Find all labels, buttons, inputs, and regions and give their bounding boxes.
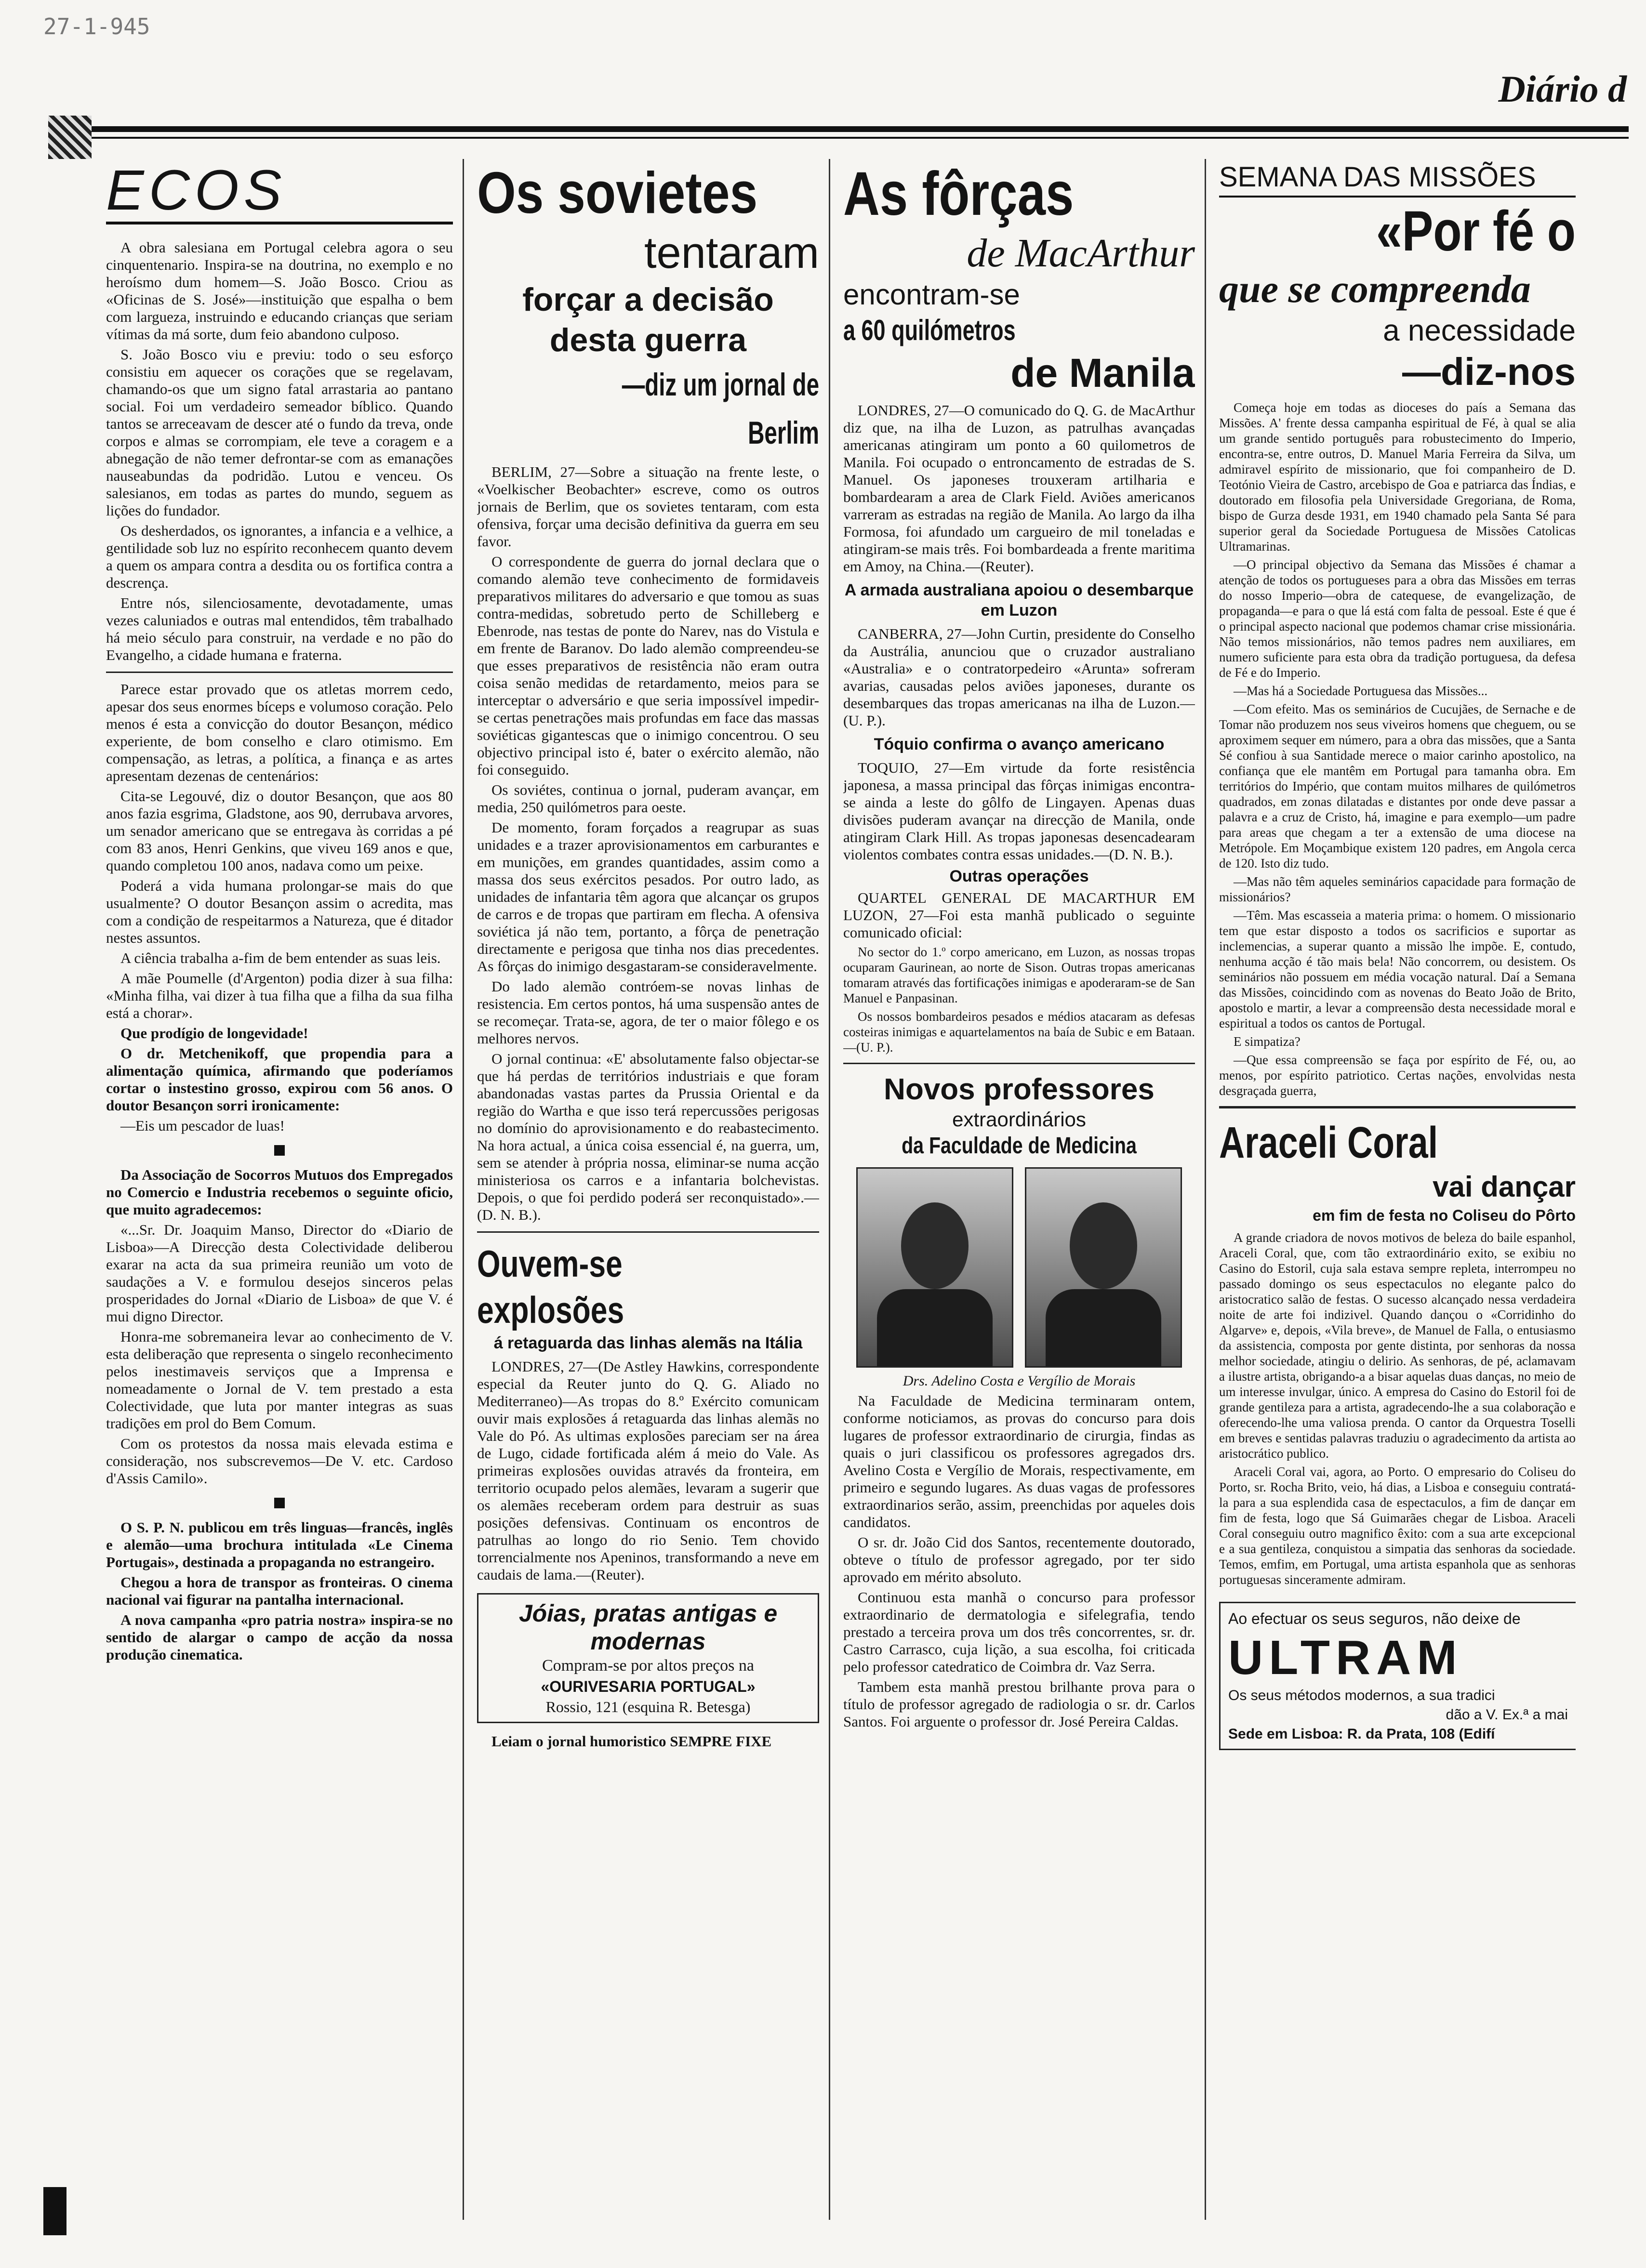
- article-paragraph: QUARTEL GENERAL DE MACARTHUR EM LUZON, 27—Foi esta manhã publicado o seguinte comunicado oficial:: [843, 889, 1195, 941]
- section-divider: [1219, 1106, 1576, 1108]
- ecos-paragraph: A nova campanha «pro patria nostra» inspira-se no sentido de alargar o campo de acção da nossa produção cinematica.: [106, 1611, 453, 1663]
- article-paragraph: E simpatiza?: [1234, 1034, 1301, 1049]
- ad-line: Rossio, 121 (esquina R. Betesga): [545, 1698, 751, 1715]
- ad-line: «OURIVESARIA PORTUGAL»: [541, 1678, 756, 1695]
- ecos-paragraph: Da Associação de Socorros Mutuos dos Empregados no Comercio e Industria recebemos o seguinte oficio, que muito agradecemos:: [106, 1166, 453, 1218]
- ad-line: Os seus métodos modernos, a sua tradici: [1228, 1688, 1495, 1703]
- margin-black-bar: [43, 2187, 66, 2235]
- headline-line: encontram-se: [843, 278, 1020, 311]
- article-paragraph: —Têm. Mas escasseia a materia prima: o homem. O missionario tem que estar disposto a todos os sacrificios e suportar as inclemencias, a superar quanto a missão lhe impõe. E, contudo, nenhuma acção é tão mais bela! Não concorrem, ou desistem. Os seminários não possuem em média vocação natural. Daí a Semana das Missões, coincidindo com as novenas do Beato João de Brito, apostolo e martir, a levar a compreensão desta necessidade moral e espiritual a todos os cantos de Portugal.: [1219, 908, 1576, 1030]
- ecos-paragraph: Entre nós, silenciosamente, devotadamente, umas vezes caluniados e outras mal entendidos, têm trabalhado há meio século para construir, na verdade e no pão do Evangelho, a cidade humana e fraterna.: [106, 594, 453, 663]
- headline-line: —diz-nos: [1402, 350, 1576, 393]
- ecos-paragraph: O dr. Metchenikoff, que propendia para a alimentação química, afirmando que poderíamos cortar o instestino grosso, expirou com 56 anos. O doutor Besançon sorri ironicamente:: [106, 1045, 453, 1114]
- section-divider: [477, 1231, 819, 1233]
- headline-line: em fim de festa no Coliseu do Pôrto: [1313, 1207, 1576, 1224]
- article-paragraph: Começa hoje em todas as dioceses do país a Semana das Missões. A' frente dessa campanha espiritual de Fé, à qual se alia um grande sentido português para robustecimento do Imperio, encontra-se, entre outros, D. Manuel Maria Ferreira da Silva, um admiravel espírito de missionario, que foi companheiro de D. Teotónio Vieira de Castro, arcebispo de Goa e patriarca das Índias, e doutorado em filosofia pela Universidade Gregoriana, de Roma, bispo de Gurza desde 1931, em 1940 chamado pela Santa Sé para superior geral da Sociedade Portuguesa de Missões Catolicas Ultramarinas.: [1219, 400, 1576, 554]
- article-paragraph: TOQUIO, 27—Em virtude da forte resistência japonesa, a massa principal das fôrças inimigas encontra-se ainda a leste do gôlfo de Lingayen. Apenas duas divisões puderam avançar na direcção de Manila, onde atingiram Clark Hill. As tropas japonesas desencadearam violentos combates contra essas unidades.—(D. N. B.).: [843, 759, 1195, 863]
- headline-source: —diz um jornal de Berlim: [622, 367, 819, 450]
- ecos-paragraph: «...Sr. Dr. Joaquim Manso, Director do «Diario de Lisboa»—A Direcção desta Colectividade deliberou exarar na acta da sua primeira reunião um voto de saudações a V. e formulou desejos sinceros pelas prosperidades do Jornal «Diario de Lisboa» de que V. é mui digno Director.: [106, 1221, 453, 1325]
- ad-line: Sede em Lisboa: R. da Prata, 108 (Edifí: [1228, 1726, 1495, 1742]
- article-paragraph: Tambem esta manhã prestou brilhante prova para o título de professor agregado de radiologia o sr. dr. Carlos Santos. Foi arguente o professor dr. José Pereira Caldas.: [843, 1678, 1195, 1730]
- article-paragraph: De momento, foram forçados a reagrupar as suas unidades e a trazer aprovisionamentos em carburantes e em munições, em grandes quantidades, assim como a massa dos seus exércitos pesados. Por outro lado, as unidades de infantaria têm agora que alcançar os grupos de carros e de tropas que partiram em flecha. A ofensiva soviética já não tem, portanto, a fôrça de penetração directamente e perigosa que tinha nos dias precedentes. As fôrças do inimigo desgastaram-se consideravelmente.: [477, 819, 819, 975]
- ad-line: Ao efectuar os seus seguros, não deixe de: [1228, 1610, 1521, 1627]
- ad-ultramar: [1219, 1602, 1576, 1750]
- ecos-paragraph: A obra salesiana em Portugal celebra agora o seu cinquentenario. Inspira-se na doutrina, no exemplo e no heroísmo dum homem—S. João Bosco. Criou as «Oficinas de S. José»—instituição que espalha o bem com largueza, instruindo e educando crianças que seriam vítimas da má sorte, dum feio abandono culposo.: [106, 239, 453, 343]
- portrait-photo: [1025, 1167, 1182, 1368]
- article-paragraph: Na Faculdade de Medicina terminaram ontem, conforme noticiamos, as provas do concurso para dois lugares de professor extraordinario de cirurgia, findas as quais o juri classificou os professores agregados drs. Avelino Costa e Vergílio de Morais, respectivamente, em primeiro e segundo lugares. As duas vagas de professores extraordinarios serão, assim, preenchidas por aqueles dois candidatos.: [843, 1392, 1195, 1530]
- headline-line: extraordinários: [952, 1108, 1086, 1131]
- column-ecos: [106, 159, 453, 2254]
- article-paragraph: No sector do 1.º corpo americano, em Luzon, as nossas tropas ocuparam Gaurinean, ao norte de Sison. Outras tropas americanas tomaram através das fortificações inimigas e apoderaram-se de San Manuel e Panpasinan.: [843, 945, 1195, 1005]
- subheadline-explosoes: á retaguarda das linhas alemãs na Itália: [493, 1334, 803, 1352]
- column-separator: [463, 159, 464, 2220]
- ecos-paragraph: A ciência trabalha a-fim de bem entender as suas leis.: [120, 949, 441, 966]
- ecos-paragraph: Que prodígio de longevidade!: [120, 1025, 308, 1042]
- article-paragraph: —O principal objectivo da Semana das Missões é chamar a atenção de todos os portugueses para a obra das Missões em terras do nosso Imperio—obra de catequese, de evangelização, de propaganda—e para o que lá está com falta de pessoal. Este é que é o principal aspecto nacional que podemos chamar crise missionária. Não temos missionários, não temos padres nem auxiliares, em numero suficiente para esta obra da tradição portuguesa, da defesa de Fé e do Imperio.: [1219, 557, 1576, 680]
- ad-title: Jóias, pratas antigas e modernas: [518, 1600, 778, 1655]
- portrait-photo: [856, 1167, 1013, 1368]
- headline-line: de Manila: [1010, 350, 1195, 396]
- masthead-rule-thin: [63, 137, 1629, 139]
- ad-line: Compram-se por altos preços na: [542, 1657, 754, 1675]
- ecos-paragraph: Honra-me sobremaneira levar ao conhecimento de V. esta deliberação que representa o singelo reconhecimento pelos inestimaveis serviços que a Imprensa e nomeadamente o Jornal de V. tem prestado a esta Colectividade, que luta por manter integras as suas tradições em prol do Bem Comum.: [106, 1328, 453, 1432]
- ad-line: dão a V. Ex.ª a mai: [1446, 1707, 1568, 1723]
- column-forcas: [843, 159, 1195, 2254]
- headline-line: tentaram: [644, 228, 819, 277]
- article-paragraph: —Que essa compreensão se faça por espírito de Fé, ou, ao menos, por espírito patriotico. Certas nações, envolvidas nesta desgraçada guerra,: [1219, 1053, 1576, 1098]
- article-paragraph: O correspondente de guerra do jornal declara que o comando alemão teve conhecimento de formidaveis preparativos militares do adversario e que tomou as suas contra-medidas, sobretudo perto de Schilleberg e Ebenrode, nas testas de ponte do Narev, nas do Vistula e em frente de Baranov. Do lado alemão compreendeu-se que esses preparativos de resistência não eram outra coisa senão medidas de retardamento, meios para se interceptar o adversário e que seria impossível impedir-se certas penetrações mais profundas em face das massas soviéticas gigantescas que o inimigo concentrou. O seu objectivo principal isto é, bater o exército alemão, não foi conseguido.: [477, 553, 819, 778]
- headline-line: a necessidade: [1383, 314, 1576, 347]
- ecos-paragraph: Parece estar provado que os atletas morrem cedo, apesar dos seus enormes bíceps e volumoso coração. Pelo menos é esta a convicção do doutor Besançon, médico experiente, de bom conselho e claro otimismo. Em compensação, as letras, a política, a finança e as artes apresentam dezenas de centenários:: [106, 681, 453, 784]
- masthead-rule-thick: [63, 126, 1629, 132]
- column-sovietes: [477, 159, 819, 2254]
- article-paragraph: Os nossos bombardeiros pesados e médios atacaram as defesas costeiras inimigas e aquartelamentos na baía de Subic e em Bataan.—(U. P.).: [843, 1009, 1195, 1055]
- article-paragraph: CANBERRA, 27—John Curtin, presidente do Conselho da Austrália, anunciou que o cruzador australiano «Australia» e o contratorpedeiro «Arunta» sofreram avarias, causadas pelos aviões japoneses, durante os desembarques das tropas americanas na ilha de Luzon.—(U. P.).: [843, 625, 1195, 729]
- photo-caption: Drs. Adelino Costa e Vergílio de Morais: [903, 1373, 1136, 1389]
- headline-line: da Faculdade de Medicina: [902, 1133, 1137, 1159]
- subheadline: A armada australiana apoiou o desembarque em Luzon: [844, 581, 1194, 620]
- ecos-paragraph: O S. P. N. publicou em três linguas—francês, inglês e alemão—uma brochura intitulada «Le Cinema Portugais», destinada a propaganda no estrangeiro.: [106, 1519, 453, 1570]
- headline-main: Os sovietes: [477, 160, 758, 225]
- subheadline: Tóquio confirma o avanço americano: [874, 735, 1165, 753]
- subheadline: Outras operações: [949, 867, 1089, 885]
- headline-line: desta guerra: [549, 322, 747, 358]
- ad-brand: ULTRAM: [1228, 1631, 1463, 1685]
- ecos-paragraph: —Eis um pescador de luas!: [120, 1117, 285, 1134]
- headline-explosoes: Ouvem-se explosões: [477, 1242, 624, 1331]
- headline-line: vai dançar: [1433, 1171, 1576, 1203]
- headline-main: «Por fé o: [1376, 199, 1576, 263]
- article-paragraph: —Mas há a Sociedade Portuguesa das Missões...: [1234, 684, 1488, 698]
- headline-main: As fôrças: [843, 159, 1074, 228]
- section-divider: [843, 1063, 1195, 1064]
- article-paragraph: LONDRES, 27—(De Astley Hawkins, correspondente especial da Reuter junto do Q. G. Aliado no Mediterraneo)—As tropas do 8.º Exército comunicam ouvir mais explosões á retaguarda das linhas alemãs no Vale do Pó. As ultimas explosões pareciam ser na área de Lugo, cidade fortificada além á meio do Vale. As primeiras explosões ouvidas através da fronteira, em territorio ocupado pelos alemães, levaram a sugerir que os alemães receberam ordem para destruir as suas posições defensivas. Continuam os encontros de patrulhas ao longo do rio Senio. Tem chovido torrencialmente nos Apeninos, transformando a neve em caudais de lama.—(Reuter).: [477, 1358, 819, 1583]
- article-paragraph: Continuou esta manhã o concurso para professor extraordinario de dermatologia e sifelegrafia, tendo prestado a terceira prova um dos três concorrentes, sr. dr. Castro Carrasco, cuja lição, a sua escolha, foi criticada pelo professor catedratico de Coimbra dr. Vaz Serra.: [843, 1589, 1195, 1675]
- article-paragraph: Os soviétes, continua o jornal, puderam avançar, em media, 250 quilómetros para oeste.: [477, 781, 819, 816]
- article-paragraph: —Mas não têm aqueles seminários capacidade para formação de missionários?: [1219, 874, 1576, 904]
- corner-ornament-icon: [48, 116, 92, 159]
- column-missoes: [1219, 159, 1576, 2254]
- ecos-paragraph: Poderá a vida humana prolongar-se mais do que usualmente? O doutor Besançon assim o acredita, mas com a condição de respeitarmos a Natureza, que é ditador nestes assuntos.: [106, 877, 453, 946]
- headline-professores: Novos professores: [884, 1073, 1155, 1106]
- article-paragraph: A grande criadora de novos motivos de beleza do baile espanhol, Araceli Coral, que, com tão extraordinário exito, se exibiu no Casino do Estoril, cuja sala estava sempre repleta, interrompeu no passado domingo os seus espectaculos no elegante palco do aristocratico salão de festas. O sucesso alcançado nessa verdadeira noite de arte foi indizivel. Quando dançou o «Corridinho do Algarve» e, depois, «Vila breve», de Manuel de Falla, o entusiasmo da assistencia, composta por gente distinta, por senhoras da nossa melhor sociedade, atingiu o delirio. As senhoras, de pé, aclamavam a ilustre artista, obrigando-a a bisar aquelas duas danças, no meio de um interesse invulgar, único. A empresa do Casino do Estoril foi de grande gentileza para a artista, agradecendo-lhe a sua colaboração e oferecendo-lhe uma valiosa prenda. O cantor da Orquestra Toselli em breves e sentidas palavras traduziu o agradecimento da artista ao aristocrático publico.: [1219, 1230, 1576, 1461]
- masthead: [0, 0, 1646, 145]
- ecos-paragraph: A mãe Poumelle (d'Argenton) podia dizer à sua filha: «Minha filha, vai dizer à tua filha que a filha da sua filha está a chorar».: [106, 970, 453, 1021]
- column-separator: [1205, 159, 1206, 2220]
- ecos-title: ECOS: [106, 159, 453, 224]
- ad-ourivesaria: [477, 1593, 819, 1723]
- section-bullet-icon: [274, 1498, 285, 1508]
- article-paragraph: —Com efeito. Mas os seminários de Cucujães, de Sernache e de Tomar não produzem nos seus viveiros homens que cheguem, ou se aproximem sequer em número, para a obra das missões, que a Santa Sé confiou à sua Santidade merece o maior carinho apostolico, na confiança que ele mantêm em Portugal para tamanha obra. Em territórios do Império, que contam muitos milhares de quilómetros quadrados, em zonas dilatadas e distantes por onde deve passar a palavra e a cruz de Cristo, há, imagine e para exemplo—um padre para areas que chegam a ter a extensão de uma diocese na Metrópole. Em Moçambique existem 120 padres, em Angola cerca de 120. Isto diz tudo.: [1219, 702, 1576, 870]
- headline-araceli: Araceli Coral: [1219, 1118, 1438, 1167]
- newspaper-name: Diário d: [1498, 68, 1627, 110]
- article-paragraph: O sr. dr. João Cid dos Santos, recentemente doutorado, obteve o título de professor agregado, por ter sido aprovado em mérito absoluto.: [843, 1534, 1195, 1585]
- ecos-paragraph: S. João Bosco viu e previu: todo o seu esforço consistiu em aquecer os corações que se regelavam, chamando-os que um signo fatal arrastaria ao pantano social. Foi um verdadeiro semeador bíblico. Quando tantos se arreceavam de descer até o fundo da treva, onde corpos e almas se corrompiam, ele teve a coragem e a abnegação de não temer defrontar-se com as emanações nauseabundas da podridão. Lutou e venceu. Os salesianos, em todas as partes do mundo, seguem as lições do fundador.: [106, 346, 453, 519]
- section-bullet-icon: [274, 1145, 285, 1156]
- article-paragraph: Do lado alemão contróem-se novas linhas de resistencia. Em certos pontos, há uma suspensão antes de se recomeçar. Trata-se, agora, de ter o maior fôlego e os melhores nervos.: [477, 978, 819, 1047]
- ecos-paragraph: Cita-se Legouvé, diz o doutor Besançon, que aos 80 anos fazia esgrima, Gladstone, aos 90, derrubava arvores, um senador americano que se entregava às corridas a pé com 83 anos, Henri Genkins, que viveu 169 anos e que, quando completou 100 anos, nadava como um peixe.: [106, 788, 453, 874]
- ecos-paragraph: Os desherdados, os ignorantes, a infancia e a velhice, a gentilidade sob luz no espírito reconhecem quanto devem a quem os ampara contra a desdita ou os fortifica contra a descrença.: [106, 522, 453, 591]
- ecos-paragraph: Chegou a hora de transpor as fronteiras. O cinema nacional vai figurar na pantalha internacional.: [106, 1574, 453, 1608]
- headline-line: de MacArthur: [967, 231, 1195, 276]
- article-paragraph: O jornal continua: «E' absolutamente falso objectar-se que há perdas de territórios industriais e que foram abandonadas vastas partes da Prussia Oriental e da região do Wartha e que isso terá repercussões perigosas no domínio do aprovisionamento e do reabastecimento. Na hora actual, a única coisa essencial é, na guerra, um, sem se atender à própria nossa, eliminar-se numa acção ministeriosa os carros e a infantaria bolchevistas. Depois, o que foi perdido poderá ser reconquistado».—(D. N. B.).: [477, 1050, 819, 1223]
- headline-line: forçar a decisão: [522, 281, 774, 318]
- ad-sempre-fixe: Leiam o jornal humoristico SEMPRE FIXE: [491, 1733, 772, 1750]
- headline-line: que se compreenda: [1219, 267, 1531, 311]
- ecos-paragraph: Com os protestos da nossa mais elevada estima e consideração, nos subscrevemos—De V. etc. Cardoso d'Assis Camilo».: [106, 1435, 453, 1487]
- handwritten-date: 27-1-945: [43, 13, 150, 40]
- column-separator: [829, 159, 830, 2220]
- photo-pair: [843, 1167, 1195, 1370]
- section-divider: [106, 672, 453, 673]
- headline-line: a 60 quilómetros: [843, 314, 1016, 346]
- article-paragraph: LONDRES, 27—O comunicado do Q. G. de MacArthur diz que, na ilha de Luzon, as patrulhas avançadas americanas atingiram um ponto a 60 quilometros de Manila. Foi ocupado o entroncamento de estradas de S. Manuel. Os japoneses trouxeram artilharia e bombardearam a area de Clark Field. Aviões americanos varreram as estradas na região de Manila. Ao largo da ilha Formosa, foi afundado um cargueiro de mil toneladas e atingiram-se mais três. Foi bombardeada a frente maritima em Amoy, na China.—(Reuter).: [843, 402, 1195, 575]
- kicker: SEMANA DAS MISSÕES: [1219, 159, 1576, 198]
- article-paragraph: BERLIM, 27—Sobre a situação na frente leste, o «Voelkischer Beobachter» escreve, como os outros jornais de Berlim, que os sovietes tentaram, com esta ofensiva, forçar uma decisão definitiva da guerra em seu favor.: [477, 463, 819, 550]
- article-paragraph: Araceli Coral vai, agora, ao Porto. O empresario do Coliseu do Porto, sr. Rocha Brito, veio, há dias, a Lisboa e conseguiu contratá-la para a sua esplendida casa de espectaculos, a fim de dançar em fim de festa, logo que Sá Guimarães chegar de Lisboa. Araceli Coral conseguiu outro magnifico êxito: com a sua arte excepcional e a sua gentileza, conquistou a simpatia das senhoras da sociedade. Temos, emfim, em Portugal, uma artista espanhola que as senhoras portuguesas sinceramente admiram.: [1219, 1464, 1576, 1587]
